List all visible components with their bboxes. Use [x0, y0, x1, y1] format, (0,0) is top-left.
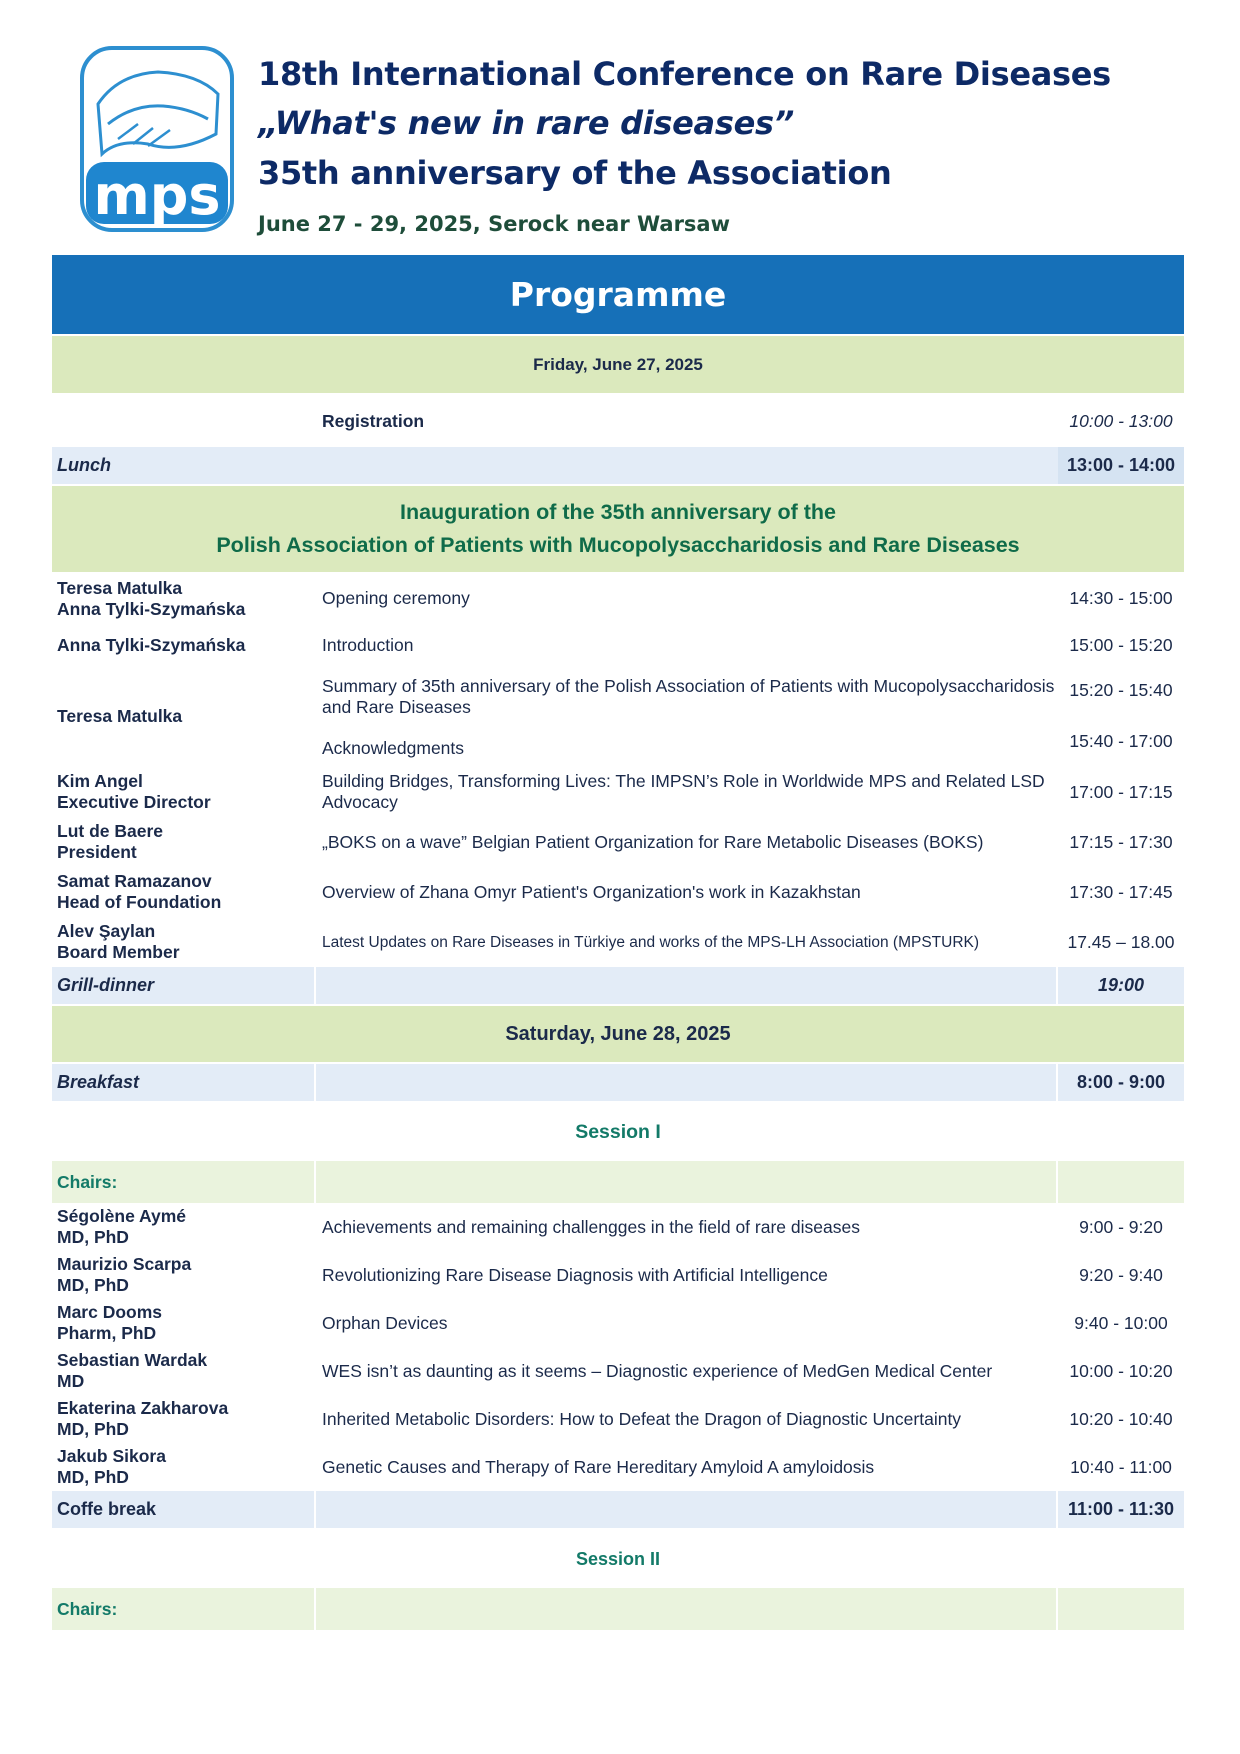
speaker: Teresa Matulka Anna Tylki-Szymańska [57, 577, 246, 619]
talk-time: 15:00 - 15:20 [1069, 634, 1173, 655]
breakfast-label: Breakfast [52, 1064, 316, 1101]
schedule-row [52, 1251, 1184, 1299]
talk-title: Revolutionizing Rare Disease Diagnosis with Artificial Intelligence [322, 1264, 828, 1285]
speaker: Jakub Sikora MD, PhD [57, 1446, 166, 1487]
session-1-title: Session I [575, 1120, 661, 1143]
registration-row [52, 395, 1184, 447]
speaker: Sebastian Wardak MD [57, 1350, 208, 1391]
anniversary-title: 35th anniversary of the Association [258, 154, 892, 192]
registration-time: 10:00 - 13:00 [1069, 410, 1173, 431]
speaker: Lut de Baere President [57, 821, 163, 862]
programme-table [52, 255, 1184, 1630]
registration-title: Registration [322, 410, 425, 431]
talk-title: Genetic Causes and Therapy of Rare Hereditary Amyloid A amyloidosis [322, 1456, 875, 1477]
dinner-time: 19:00 [1097, 975, 1145, 995]
talk-time: 17:00 - 17:15 [1069, 781, 1173, 802]
schedule-row [52, 867, 1184, 917]
chairs-row [52, 1161, 1184, 1203]
talk-title: Summary of 35th anniversary of the Polish Association of Patients with Mucopolysaccharidosis and Rare Diseases [322, 676, 1055, 717]
speaker: Ekaterina Zakharova MD, PhD [57, 1398, 229, 1439]
conference-subtitle: „What's new in rare diseases” [258, 104, 795, 142]
schedule-row [52, 1395, 1184, 1443]
talk-time: 17.45 – 18.00 [1067, 931, 1175, 952]
breakfast-time: 8:00 - 9:00 [1076, 1072, 1166, 1092]
mps-logo [78, 44, 236, 234]
day-header-saturday: Saturday, June 28, 2025 [52, 1006, 1184, 1064]
coffee-break-row [52, 1491, 1184, 1530]
day-header-friday: Friday, June 27, 2025 [52, 336, 1184, 395]
schedule-row [52, 665, 1184, 767]
schedule-row [52, 767, 1184, 817]
schedule-row [52, 1443, 1184, 1491]
talk-time: 10:40 - 11:00 [1070, 1456, 1172, 1477]
talk-time: 15:20 - 15:40 [1069, 680, 1173, 700]
lunch-label: Lunch [57, 455, 111, 475]
talk-title: Opening ceremony [322, 588, 470, 608]
schedule-row [52, 572, 1184, 625]
chairs-label: Chairs: [52, 1588, 316, 1630]
speaker: Anna Tylki-Szymańska [57, 634, 246, 655]
talk-title: Achievements and remaining challengges in the field of rare diseases [322, 1216, 860, 1237]
talk-time: 15:40 - 17:00 [1069, 731, 1173, 751]
chairs-label: Chairs: [52, 1161, 316, 1203]
speaker: Maurizio Scarpa MD, PhD [57, 1254, 192, 1295]
talk-title: Latest Updates on Rare Diseases in Türkiye and works of the MPS-LH Association (MPSTURK) [322, 933, 980, 951]
schedule-row [52, 1203, 1184, 1251]
page-header [78, 44, 1178, 244]
schedule-row [52, 817, 1184, 867]
talk-title: Acknowledgments [322, 737, 465, 758]
svg-text:mps: mps [93, 164, 221, 227]
talk-time: 17:15 - 17:30 [1069, 831, 1173, 852]
speaker: Samat Ramazanov Head of Foundation [57, 871, 222, 912]
coffee-break-time: 11:00 - 11:30 [1067, 1499, 1175, 1519]
speaker: Alev Şaylan Board Member [57, 921, 180, 962]
inauguration-header: Inauguration of the 35th anniversary of the Polish Association of Patients with Mucopolysaccharidosis and Rare Diseases [52, 486, 1184, 572]
dinner-label: Grill-dinner [52, 967, 316, 1004]
schedule-row [52, 625, 1184, 665]
speaker: Ségolène Aymé MD, PhD [57, 1206, 187, 1247]
talk-time: 17:30 - 17:45 [1069, 881, 1173, 902]
talk-time: 10:00 - 10:20 [1069, 1360, 1173, 1381]
talk-time: 10:20 - 10:40 [1069, 1408, 1173, 1429]
talk-title: Introduction [322, 634, 414, 655]
talk-title: Building Bridges, Transforming Lives: The IMPSN’s Role in Worldwide MPS and Related LSD Advocacy [322, 771, 1045, 812]
lunch-row [52, 447, 1184, 486]
talk-title: WES isn’t as daunting as it seems – Diagnostic experience of MedGen Medical Center [322, 1360, 993, 1381]
lunch-time: 13:00 - 14:00 [1058, 447, 1184, 484]
session-2-title: Session II [575, 1548, 661, 1569]
hands-logo-icon [78, 44, 236, 234]
breakfast-row [52, 1064, 1184, 1103]
chairs-row [52, 1588, 1184, 1630]
speaker: Teresa Matulka [57, 705, 183, 726]
talk-time: 9:40 - 10:00 [1074, 1312, 1168, 1333]
talk-time: 9:00 - 9:20 [1079, 1216, 1163, 1237]
talk-time: 9:20 - 9:40 [1079, 1264, 1163, 1285]
talk-time: 14:30 - 15:00 [1069, 588, 1173, 608]
date-location: June 27 - 29, 2025, Serock near Warsaw [258, 212, 730, 236]
talk-title: Overview of Zhana Omyr Patient's Organization's work in Kazakhstan [322, 881, 861, 902]
talk-title: Inherited Metabolic Disorders: How to Defeat the Dragon of Diagnostic Uncertainty [322, 1408, 962, 1429]
schedule-row [52, 1299, 1184, 1347]
talk-title: „BOKS on a wave” Belgian Patient Organization for Rare Metabolic Diseases (BOKS) [322, 831, 984, 852]
dinner-row [52, 967, 1184, 1006]
schedule-row [52, 1347, 1184, 1395]
conference-title: 18th International Conference on Rare Diseases [258, 55, 1111, 93]
speaker: Kim Angel Executive Director [57, 771, 211, 812]
talk-title: Orphan Devices [322, 1312, 448, 1333]
schedule-row [52, 917, 1184, 967]
programme-banner: Programme [52, 255, 1184, 336]
coffee-break-label: Coffe break [52, 1491, 316, 1528]
speaker: Marc Dooms Pharm, PhD [57, 1302, 163, 1343]
